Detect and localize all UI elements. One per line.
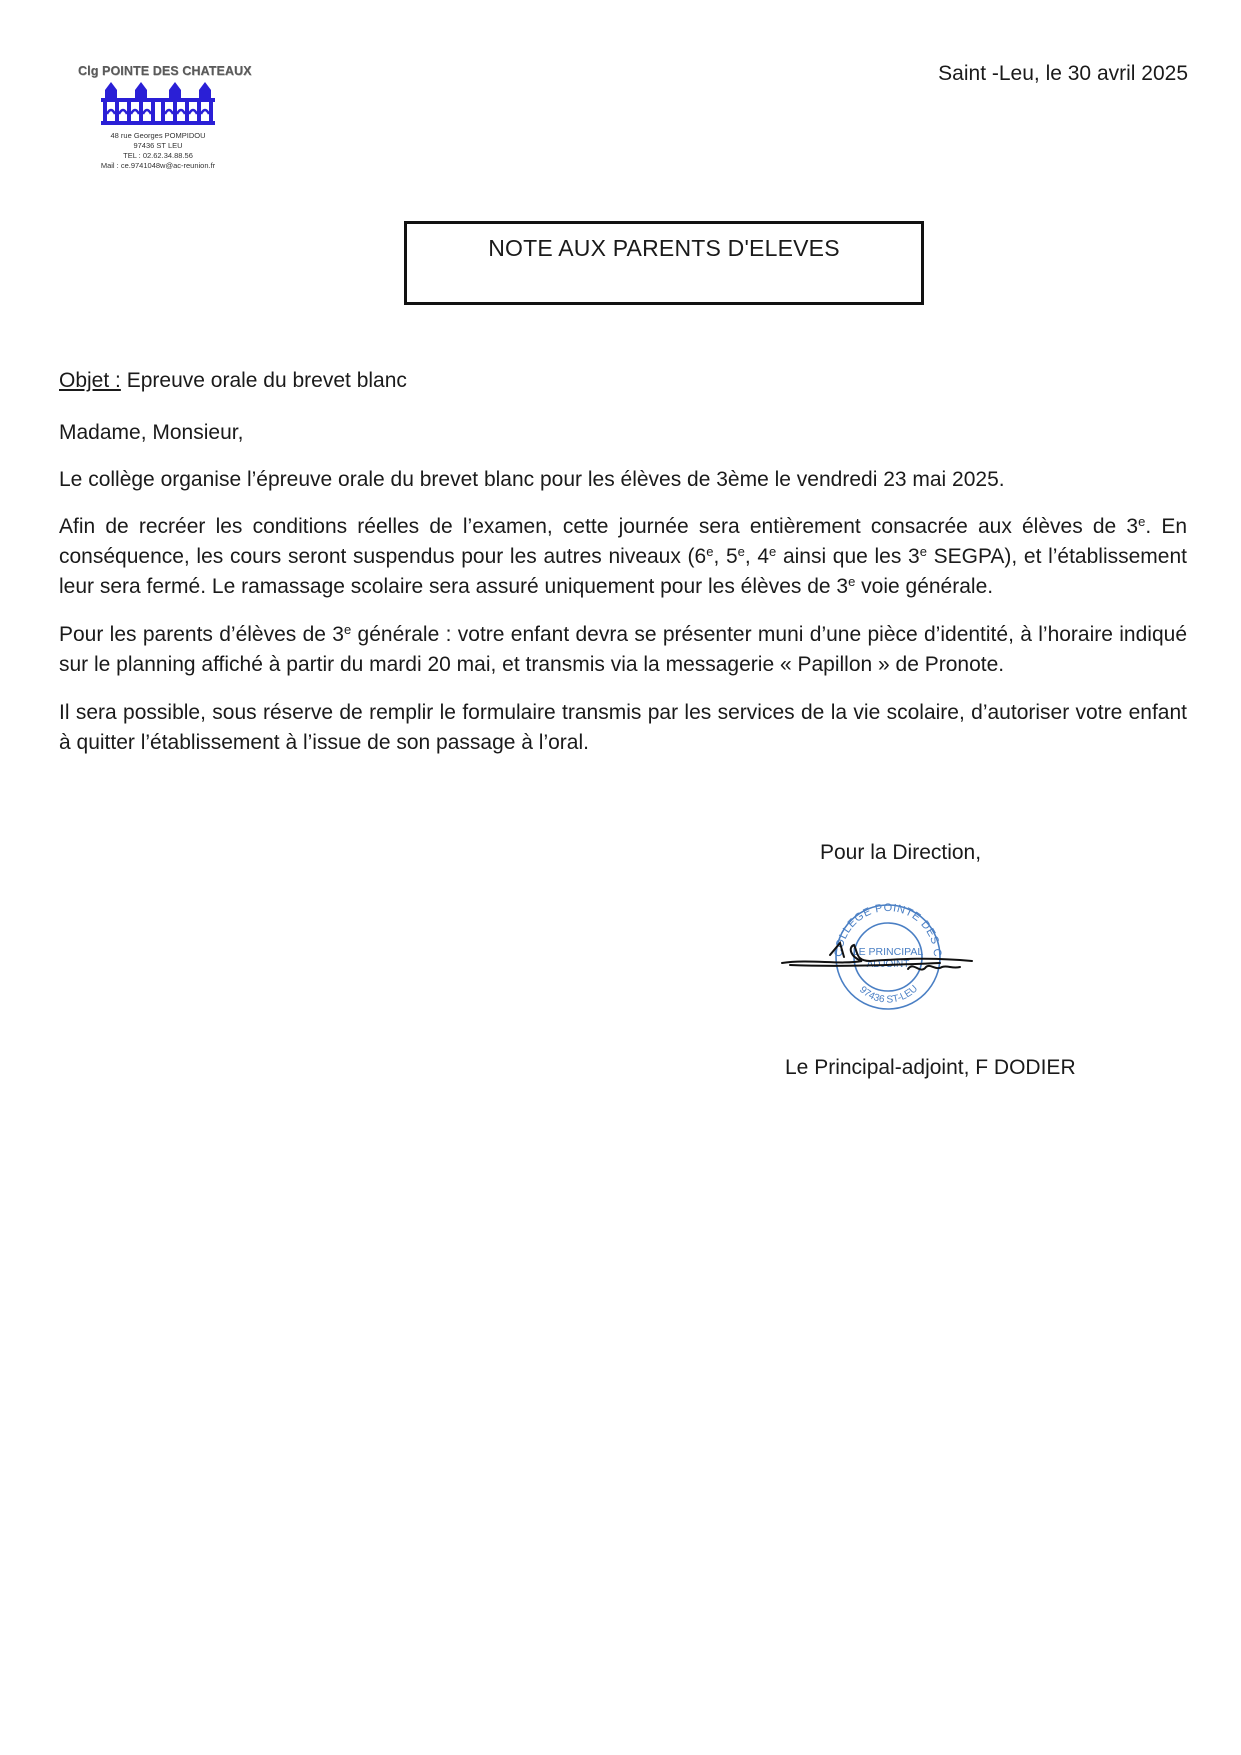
- object-label: Objet :: [59, 369, 121, 392]
- official-stamp-icon: [780, 895, 980, 1015]
- paragraph-3: [59, 620, 1187, 680]
- object-text: Epreuve orale du brevet blanc: [126, 369, 407, 392]
- stamp-ring-text: COLLEGE POINTE DES C: [832, 901, 944, 958]
- ordinal-sup: e: [919, 544, 927, 559]
- signature-area: [780, 895, 980, 1015]
- school-phone: TEL : 02.62.34.88.56: [123, 151, 193, 160]
- paragraph-2-text: ainsi que les 3: [776, 545, 920, 568]
- paragraph-3-text: Pour les parents d’élèves de 3: [59, 623, 344, 646]
- paragraph-2: [59, 512, 1187, 602]
- closing-formula: Pour la Direction,: [820, 841, 982, 864]
- document-title: NOTE AUX PARENTS D'ELEVES: [488, 235, 840, 261]
- signer-name: Le Principal-adjoint, F DODIER: [785, 1056, 1076, 1079]
- school-address-line2: 97436 ST LEU: [133, 141, 183, 150]
- paragraph-2-text: . En conséquence, les cours seront suspendus pour les autres niveaux (6: [59, 515, 1188, 568]
- school-address-line1: 48 rue Georges POMPIDOU: [110, 131, 206, 140]
- salutation: Madame, Monsieur,: [59, 421, 244, 444]
- paragraph-1: Le collège organise l’épreuve orale du brevet blanc pour les élèves de 3ème le vendredi 23 mai 2025.: [59, 468, 1005, 491]
- ordinal-sup: e: [769, 544, 777, 559]
- ordinal-sup: e: [848, 574, 856, 589]
- paragraph-2-text: Afin de recréer les conditions réelles de l’examen, cette journée sera entièrement consacrée aux élèves de 3: [59, 515, 1139, 538]
- svg-text:97436 ST-LEU: [857, 983, 920, 1005]
- object-line: [59, 366, 1187, 396]
- paragraph-4: Il sera possible, sous réserve de remplir le formulaire transmis par les services de la vie scolaire, d’autoriser votre enfant à quitter l’établissement à l’issue de son passage à l’oral.: [59, 701, 1187, 754]
- ordinal-sup: e: [706, 544, 714, 559]
- stamp-center-line2: ADJOINT: [866, 959, 910, 970]
- stamp-bottom-text: 97436 ST-LEU: [857, 983, 921, 1006]
- school-building-logo-icon: [99, 80, 217, 126]
- ordinal-sup: e: [1138, 514, 1146, 529]
- school-mail: Mail : ce.9741048w@ac-reunion.fr: [100, 161, 216, 170]
- paragraph-2-text: , 4: [744, 545, 770, 568]
- stamp-center-line1: LE PRINCIPAL: [852, 946, 924, 958]
- title-box: [404, 221, 924, 305]
- school-logo-block: [78, 64, 252, 171]
- school-name: Clg POINTE DES CHATEAUX: [78, 64, 252, 78]
- paragraph-2-text: SEGPA), et l’établissement leur sera fermé. Le ramassage scolaire sera assuré uniquement pour les élèves de 3: [59, 545, 1187, 598]
- paragraph-2-text: , 5: [713, 545, 738, 568]
- ordinal-sup: e: [737, 544, 745, 559]
- letter-body: [59, 366, 1187, 776]
- document-date: Saint -Leu, le 30 avril 2025: [938, 62, 1188, 85]
- paragraph-2-text: voie générale.: [855, 575, 994, 598]
- paragraph-3-text: générale : votre enfant devra se présenter muni d’une pièce d’identité, à l’horaire indiqué sur le planning affiché à partir du mardi 20 mai, et transmis via la messagerie « Papillon » de Pronote.: [59, 623, 1187, 676]
- ordinal-sup: e: [343, 622, 352, 637]
